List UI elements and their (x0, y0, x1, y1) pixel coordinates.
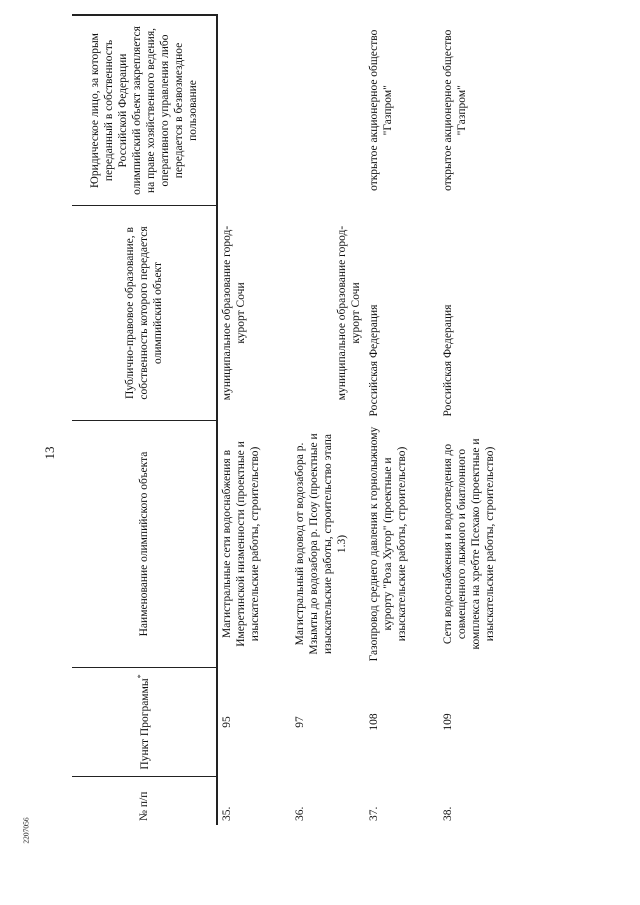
row-object-name: Магистральный водовод от водозабора р. Мзымты до водозабора р. Псоу (проектные и изыскательские работы, строительство этапа 1.3) (294, 433, 349, 655)
table-row (365, 15, 439, 825)
header-legal-entity: Юридическое лицо, за которым переданный в собственность Российской Федерации олимпийский объект закрепляется на праве хозяйственного ведения, оперативного управления либо передается в безвозмездное пользование (72, 15, 217, 206)
header-public-entity: Публично-правовое образование, в собственность которого передается олимпийский объект (72, 206, 217, 421)
page-number: 13 (42, 446, 57, 460)
table-row (217, 15, 291, 825)
row-legal-entity: открытое акционерное общество "Газпром" (442, 29, 469, 191)
header-num: № п/п (72, 777, 217, 826)
row-legal-entity (217, 15, 291, 206)
row-object-name: Магистральные сети водоснабжения в Имеретинской низменности (проектные и изыскательские работы, строительство) (221, 441, 262, 647)
row-public-entity: Российская Федерация (442, 304, 454, 417)
row-num: 35. (221, 806, 233, 821)
row-num: 36. (294, 806, 306, 821)
footnote-mark: * (136, 674, 146, 679)
row-public-entity: Российская Федерация (368, 304, 380, 417)
table-row (439, 15, 539, 825)
row-program-item: 109 (442, 713, 454, 731)
olympic-objects-table (72, 14, 539, 825)
row-object-name: Газопровод среднего давления к горнолыжному курорту "Роза Хутор" (проектные и изыскательские работы, строительство) (368, 426, 409, 662)
table-header-row (72, 15, 217, 825)
row-object-name: Сети водоснабжения и водоотведения до совмещенного лыжного и биатлонного комплекса на хребте Псехако (проектные и изыскательские работы, строительство) (442, 438, 497, 650)
table-row (291, 15, 365, 825)
row-legal-entity (291, 15, 365, 206)
row-program-item: 97 (294, 716, 306, 728)
document-code: 2207056 (21, 817, 31, 844)
header-object-name: Наименование олимпийского объекта (72, 421, 217, 668)
row-program-item: 95 (221, 716, 233, 728)
row-program-item: 108 (368, 713, 380, 731)
header-program-item-label: Пункт Программы (138, 678, 151, 770)
header-program-item (72, 668, 217, 777)
row-public-entity: муниципальное образование город-курорт Сочи (221, 225, 248, 401)
row-public-entity: муниципальное образование город-курорт Сочи (335, 225, 362, 401)
rotated-table-container (72, 26, 612, 825)
row-legal-entity: открытое акционерное общество "Газпром" (368, 29, 395, 191)
row-num: 38. (442, 806, 454, 821)
row-num: 37. (368, 806, 380, 821)
